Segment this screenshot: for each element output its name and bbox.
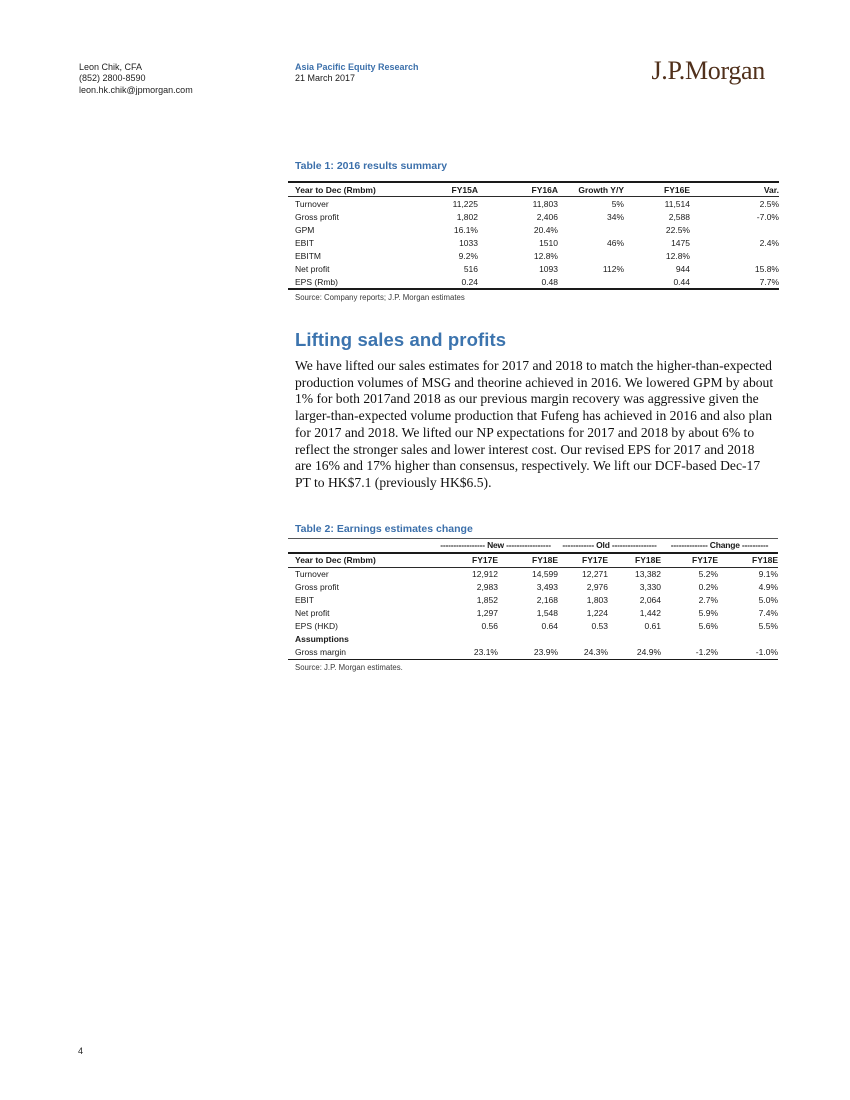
table-cell bbox=[690, 223, 779, 236]
group-header-new: ----------------- New ----------------- bbox=[433, 538, 558, 553]
table-cell: 3,493 bbox=[536, 582, 559, 593]
row-label: Gross profit bbox=[295, 211, 339, 222]
table-cell bbox=[498, 633, 558, 646]
table-row bbox=[288, 210, 779, 223]
report-date: 21 March 2017 bbox=[295, 73, 356, 84]
analyst-phone: (852) 2800-8590 bbox=[79, 73, 146, 84]
table-row bbox=[288, 633, 778, 646]
table2-block bbox=[288, 523, 779, 672]
table-row bbox=[288, 197, 779, 211]
table-cell: 7.7% bbox=[759, 276, 779, 287]
research-division: Asia Pacific Equity Research bbox=[295, 62, 419, 72]
table-cell: 46% bbox=[606, 237, 624, 248]
table-cell: 5.0% bbox=[758, 595, 779, 606]
table-cell bbox=[608, 633, 661, 646]
body-paragraph: We have lifted our sales estimates for 2017 and 2018 to match the higher-than-expected production volumes of MSG and theorine achieved in 2016. We lowered GPM by about 1% for both 2017and 2018 as our previous margin recovery was aggressive given the larger-than-expected volume production that Fufeng has achieved in 2016 and also plan for 2017 and 2018. We lifted our NP expectations for 2017 and 2018 by about 6% to reflect the stronger sales and lower interest cost. Our revised EPS for 2017 and 2018 are 16% and 17% higher than consensus, respectively. We lift our DCF-based Dec-17 PT to HK$7.1 (previously HK$6.5). bbox=[295, 358, 774, 490]
table1-source: Source: Company reports; J.P. Morgan estimates bbox=[295, 293, 465, 302]
table1-header-row bbox=[288, 182, 779, 197]
table-cell: 1475 bbox=[671, 237, 690, 248]
column-header: FY15A bbox=[398, 182, 478, 197]
table-cell: 11,803 bbox=[532, 198, 558, 209]
table-cell: 16.1% bbox=[453, 224, 478, 235]
group-header-change: -------------- Change ---------- bbox=[661, 538, 778, 553]
table-cell: 22.5% bbox=[665, 224, 690, 235]
table-cell: 11,514 bbox=[664, 198, 690, 209]
table2-header-row bbox=[288, 553, 778, 568]
table-cell: 2,168 bbox=[536, 595, 559, 606]
table-cell bbox=[433, 633, 498, 646]
table-cell: 24.9% bbox=[636, 647, 662, 658]
table-cell: 944 bbox=[675, 263, 690, 274]
table-row bbox=[288, 223, 779, 236]
table-cell: 2,588 bbox=[668, 211, 690, 222]
section-heading: Lifting sales and profits bbox=[295, 329, 507, 350]
row-label: EBIT bbox=[295, 237, 314, 248]
table-cell bbox=[718, 633, 778, 646]
table-cell: 1510 bbox=[539, 237, 558, 248]
content-column bbox=[288, 160, 779, 672]
table-cell: 9.2% bbox=[458, 250, 478, 261]
table-cell: 0.2% bbox=[698, 582, 719, 593]
column-header: Year to Dec (Rmbm) bbox=[288, 182, 398, 197]
table-cell bbox=[558, 223, 624, 236]
table-cell: 34% bbox=[606, 211, 624, 222]
table-cell: 0.53 bbox=[591, 621, 609, 632]
table2-title: Table 2: Earnings estimates change bbox=[295, 522, 473, 535]
column-header: FY16A bbox=[478, 182, 558, 197]
table-cell: 5.6% bbox=[698, 621, 719, 632]
table-cell: 11,225 bbox=[452, 198, 478, 209]
table-cell: 0.64 bbox=[541, 621, 559, 632]
table-row bbox=[288, 594, 778, 607]
column-header: Year to Dec (Rmbm) bbox=[288, 553, 433, 568]
row-label: Net profit bbox=[295, 263, 330, 274]
table-cell: 15.8% bbox=[754, 263, 779, 274]
table-cell: 1033 bbox=[459, 237, 478, 248]
row-label: Assumptions bbox=[295, 634, 349, 645]
table-row bbox=[288, 581, 778, 594]
table-row bbox=[288, 607, 778, 620]
row-label: Net profit bbox=[295, 608, 330, 619]
row-label: EPS (HKD) bbox=[295, 621, 338, 632]
table-cell: 1093 bbox=[539, 263, 558, 274]
analyst-email: leon.hk.chik@jpmorgan.com bbox=[79, 84, 193, 95]
column-header: FY17E bbox=[558, 553, 608, 568]
table-cell: 4.9% bbox=[758, 582, 779, 593]
analyst-contact-block bbox=[79, 62, 193, 96]
page-number: 4 bbox=[78, 1046, 84, 1056]
table-cell: 2,976 bbox=[586, 582, 609, 593]
table-cell: 1,442 bbox=[639, 608, 662, 619]
table-cell: 2,406 bbox=[536, 211, 558, 222]
table-cell: 1,852 bbox=[476, 595, 498, 606]
row-label: EBIT bbox=[295, 595, 314, 606]
table-cell: 23.9% bbox=[533, 647, 559, 658]
table-cell: -7.0% bbox=[756, 211, 779, 222]
table-cell: 1,548 bbox=[536, 608, 559, 619]
column-header: FY17E bbox=[661, 553, 718, 568]
row-label: Gross margin bbox=[295, 647, 347, 658]
table-cell: 1,803 bbox=[586, 595, 609, 606]
table-cell: 12.8% bbox=[665, 250, 690, 261]
column-header: FY18E bbox=[608, 553, 661, 568]
table-cell: 112% bbox=[602, 263, 624, 274]
table-cell: 24.3% bbox=[583, 647, 609, 658]
analyst-name: Leon Chik, CFA bbox=[79, 62, 143, 72]
jpmorgan-logo: J.P.Morgan bbox=[651, 56, 765, 85]
table-cell: 2,983 bbox=[476, 582, 498, 593]
results-summary-table bbox=[288, 181, 779, 290]
table-cell: -1.2% bbox=[695, 647, 719, 658]
table-cell: 1,224 bbox=[586, 608, 609, 619]
table-cell: 12,271 bbox=[582, 569, 609, 580]
table-cell: 1,802 bbox=[456, 211, 478, 222]
column-header: FY18E bbox=[498, 553, 558, 568]
table-cell: 14,599 bbox=[532, 569, 559, 580]
table-row bbox=[288, 646, 778, 660]
table-cell: 5.9% bbox=[698, 608, 719, 619]
table-cell: 12,912 bbox=[472, 569, 498, 580]
row-label: Turnover bbox=[295, 569, 329, 580]
row-label: GPM bbox=[295, 224, 315, 235]
table-cell: 516 bbox=[463, 263, 478, 274]
table-cell: 5.5% bbox=[758, 621, 779, 632]
group-header-spacer bbox=[288, 538, 433, 553]
table-row bbox=[288, 249, 779, 262]
table-cell: 0.24 bbox=[461, 276, 478, 287]
research-header-block bbox=[295, 62, 419, 85]
column-header: FY17E bbox=[433, 553, 498, 568]
table-cell: 7.4% bbox=[758, 608, 779, 619]
table-cell: 12.8% bbox=[533, 250, 558, 261]
table-cell: -1.0% bbox=[755, 647, 779, 658]
table-cell: 5.2% bbox=[698, 569, 719, 580]
column-header: FY18E bbox=[718, 553, 778, 568]
row-label: Gross profit bbox=[295, 582, 339, 593]
table-row bbox=[288, 262, 779, 275]
table-cell: 3,330 bbox=[639, 582, 662, 593]
table-cell bbox=[690, 249, 779, 262]
group-header-old: ------------ Old ----------------- bbox=[558, 538, 661, 553]
row-label: EBITM bbox=[295, 250, 321, 261]
table1-title: Table 1: 2016 results summary bbox=[295, 160, 448, 172]
table-cell bbox=[558, 275, 624, 289]
table-cell: 0.61 bbox=[644, 621, 662, 632]
table2-source: Source: J.P. Morgan estimates. bbox=[295, 662, 403, 672]
table-cell: 20.4% bbox=[533, 224, 558, 235]
table-cell: 23.1% bbox=[473, 647, 498, 658]
table-cell: 13,382 bbox=[635, 569, 662, 580]
table-cell: 0.44 bbox=[673, 276, 690, 287]
table-cell bbox=[661, 633, 718, 646]
table-cell: 5% bbox=[611, 198, 624, 209]
table-cell bbox=[558, 633, 608, 646]
column-header: Growth Y/Y bbox=[558, 182, 624, 197]
table-row bbox=[288, 620, 778, 633]
table-cell: 0.56 bbox=[481, 621, 498, 632]
table2-group-header-row bbox=[288, 538, 778, 553]
table-cell: 9.1% bbox=[758, 569, 779, 580]
column-header: Var. bbox=[690, 182, 779, 197]
row-label: EPS (Rmb) bbox=[295, 276, 338, 287]
table-cell: 1,297 bbox=[476, 608, 498, 619]
table-cell: 2,064 bbox=[639, 595, 662, 606]
table-cell bbox=[558, 249, 624, 262]
table-cell: 2.5% bbox=[759, 198, 779, 209]
table-cell: 0.48 bbox=[541, 276, 558, 287]
table-row bbox=[288, 567, 778, 581]
earnings-estimates-table bbox=[288, 538, 778, 660]
column-header: FY16E bbox=[624, 182, 690, 197]
table-cell: 2.7% bbox=[698, 595, 719, 606]
table-cell: 2.4% bbox=[759, 237, 779, 248]
table-row bbox=[288, 236, 779, 249]
row-label: Turnover bbox=[295, 198, 329, 209]
table-row bbox=[288, 275, 779, 289]
